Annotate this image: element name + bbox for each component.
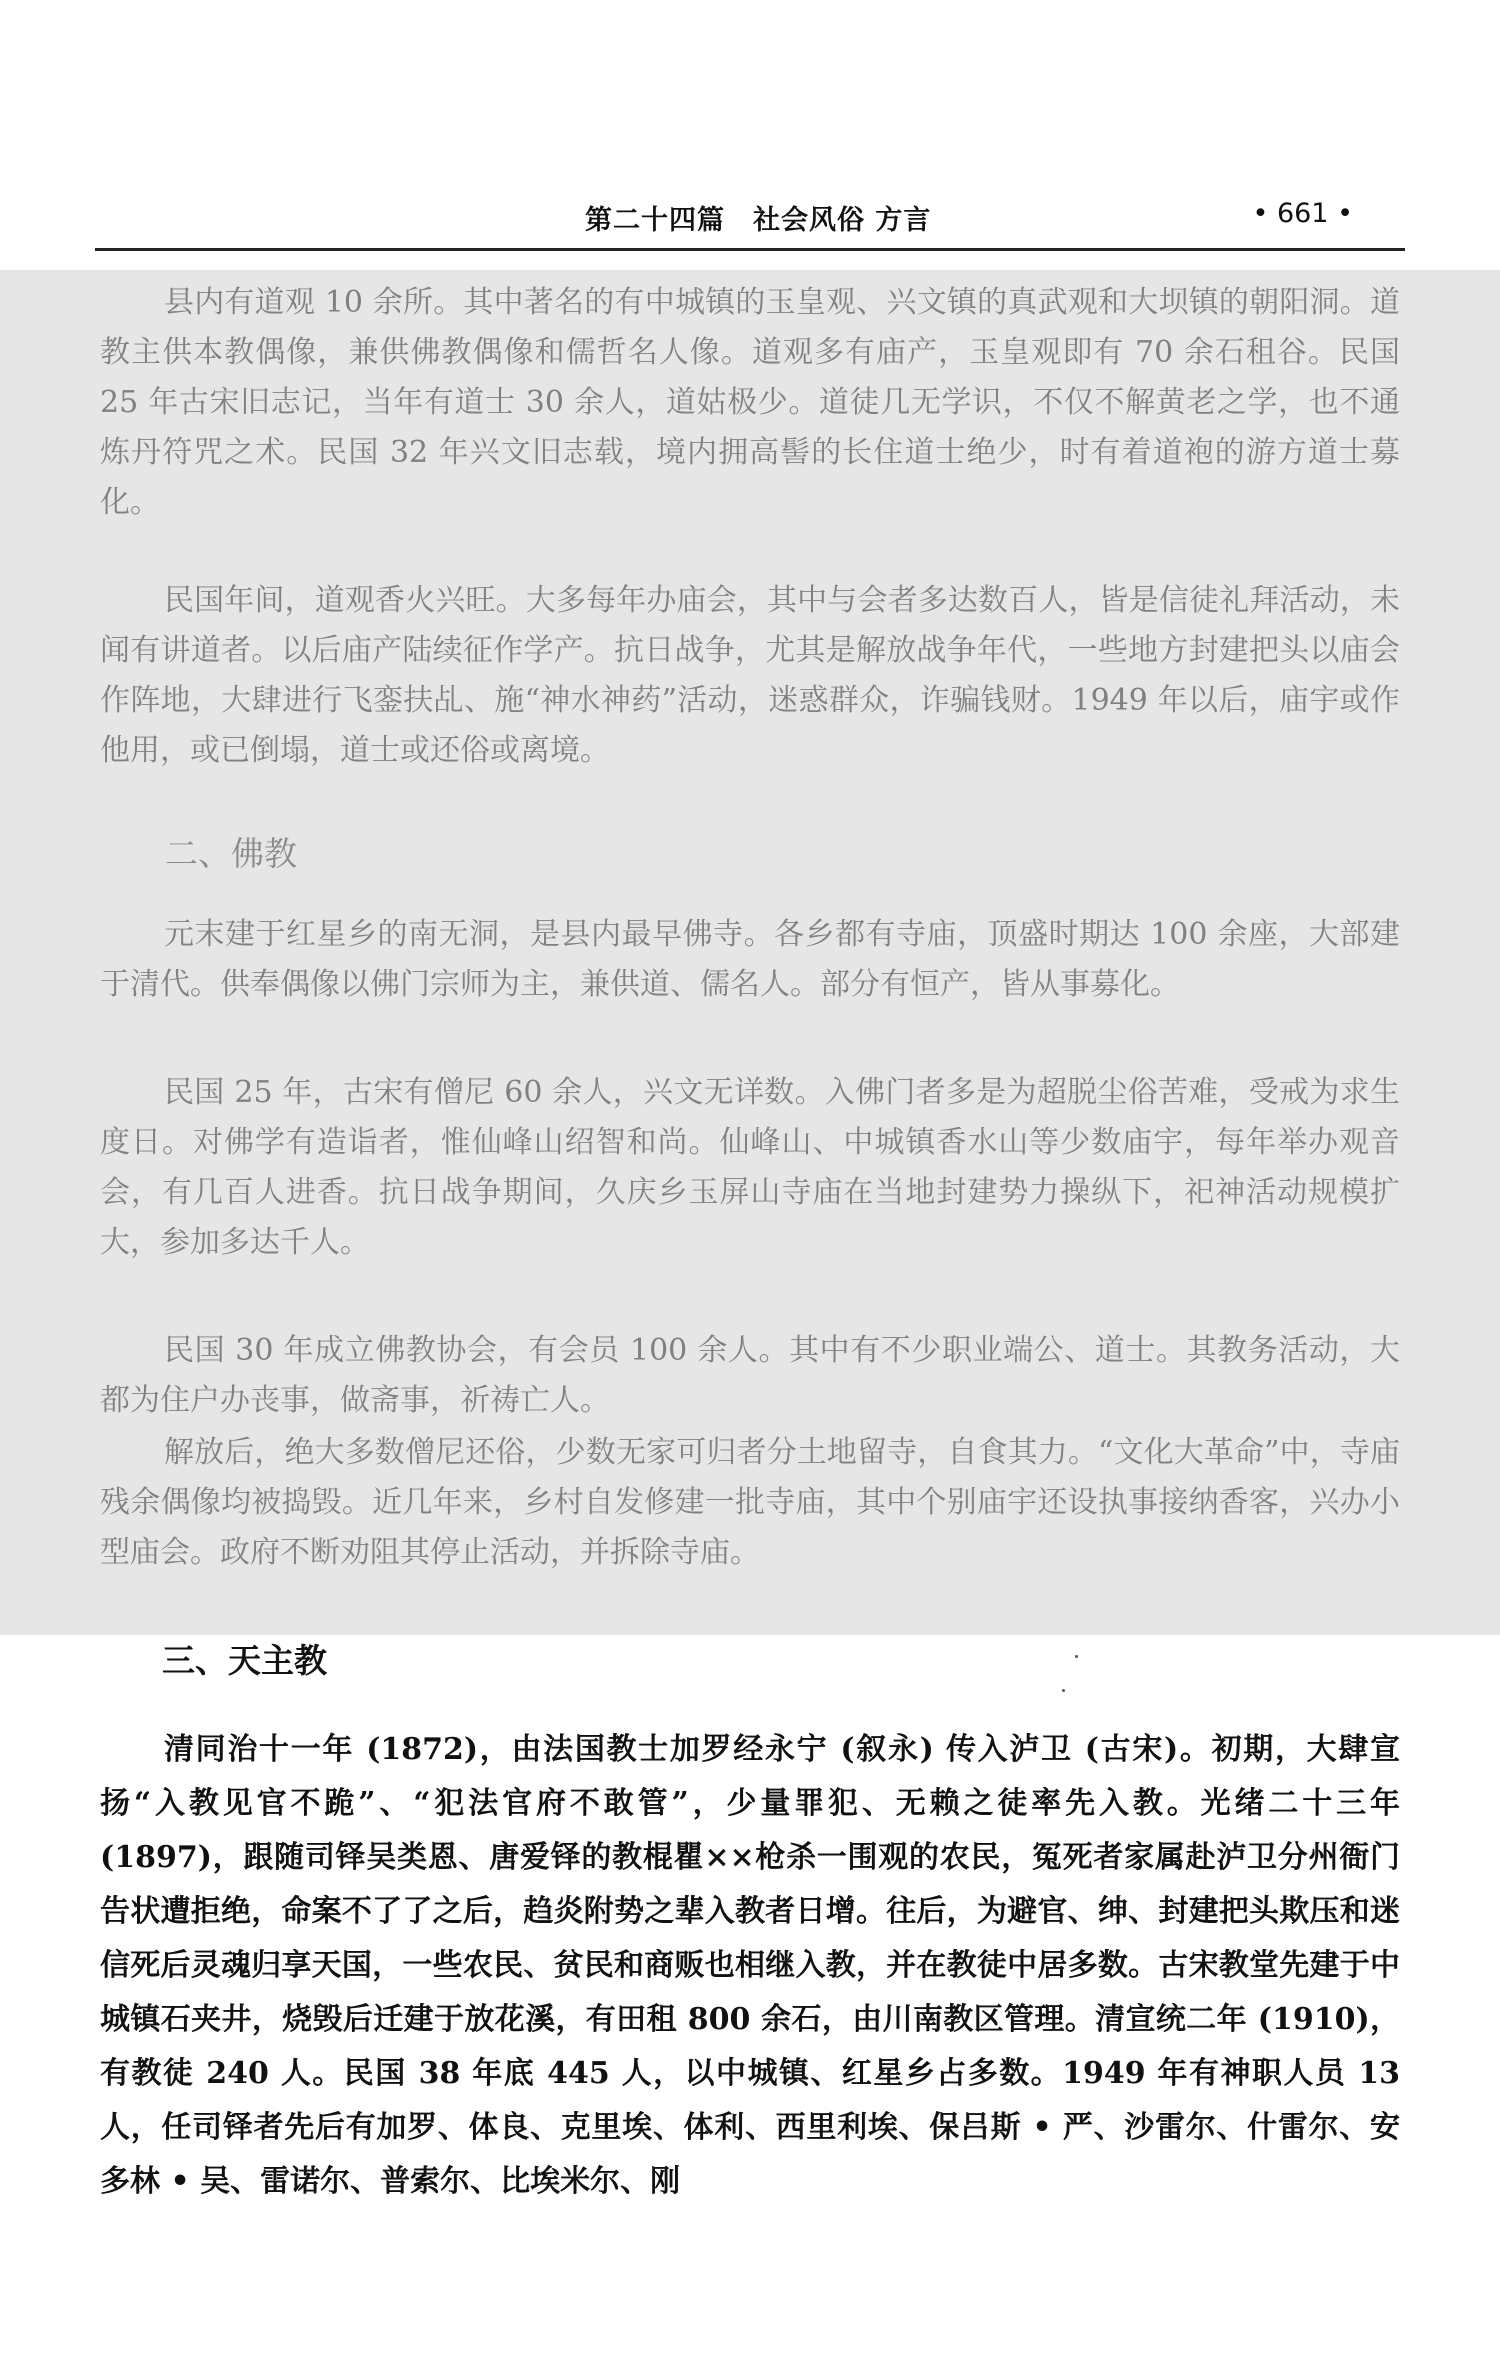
buddhism-heading: 二、佛教 <box>165 834 297 873</box>
catholicism-section <box>0 1635 1500 2376</box>
scan-speck <box>1075 1655 1078 1658</box>
buddhism-paragraph-2: 民国 25 年，古宋有僧尼 60 余人，兴文无详数。入佛门者多是为超脱尘俗苦难，受戒为求生度日。对佛学有造诣者，惟仙峰山绍智和尚。仙峰山、中城镇香水山等少数庙宇，每年举办观音会，有几百人进香。抗日战争期间，久庆乡玉屏山寺庙在当地封建势力操纵下，祀神活动规模扩大，参加多达千人。 <box>100 1075 1400 1260</box>
taoism-paragraph-2: 民国年间，道观香火兴旺。大多每年办庙会，其中与会者多达数百人，皆是信徒礼拜活动，未闻有讲道者。以后庙产陆续征作学产。抗日战争，尤其是解放战争年代，一些地方封建把头以庙会作阵地，大肆进行飞銮扶乩、施“神水神药”活动，迷惑群众，诈骗钱财。1949 年以后，庙宇或作他用，或已倒塌，道士或还俗或离境。 <box>100 583 1400 768</box>
scan-speck <box>1062 1689 1065 1692</box>
highlighted-region <box>0 270 1500 1635</box>
taoism-paragraph-1: 县内有道观 10 余所。其中著名的有中城镇的玉皇观、兴文镇的真武观和大坝镇的朝阳洞。道教主供本教偶像，兼供佛教偶像和儒哲名人像。道观多有庙产，玉皇观即有 70 余石租谷。民国 25 年古宋旧志记，当年有道士 30 余人，道姑极少。道徒几无学识，不仅不解黄老之学，也不通炼丹符咒之术。民国 32 年兴文旧志载，境内拥高髻的长住道士绝少，时有着道袍的游方道士募化。 <box>100 285 1400 520</box>
buddhism-paragraph-1: 元末建于红星乡的南无洞，是县内最早佛寺。各乡都有寺庙，顶盛时期达 100 余座，大部建于清代。供奉偶像以佛门宗师为主，兼供道、儒名人。部分有恒产，皆从事募化。 <box>100 917 1400 1002</box>
chapter-title: 第二十四篇 社会风俗 方言 <box>585 205 932 236</box>
catholicism-heading: 三、天主教 <box>162 1641 327 1680</box>
page-header <box>95 196 1405 251</box>
catholicism-paragraph-1: 清同治十一年 (1872)，由法国教士加罗经永宁 (叙永) 传入泸卫 (古宋)。初期，大肆宣扬“入教见官不跪”、“犯法官府不敢管”，少量罪犯、无赖之徒率先入教。光绪二十三年 (1897)，跟随司铎吴类恩、唐爱铎的教棍瞿××枪杀一围观的农民，冤死者家属赴泸卫分州衙门告状遭拒绝，命案不了了之后，趋炎附势之辈入教者日增。往后，为避官、绅、封建把头欺压和迷信死后灵魂归享天国，一些农民、贫民和商贩也相继入教，并在教徒中居多数。古宋教堂先建于中城镇石夹井，烧毁后迁建于放花溪，有田租 800 余石，由川南教区管理。清宣统二年 (1910)，有教徒 240 人。民国 38 年底 445 人，以中城镇、红星乡占多数。1949 年有神职人员 13 人，任司铎者先后有加罗、体良、克里埃、体利、西里利埃、保吕斯 • 严、沙雷尔、什雷尔、安多林 • 吴、雷诺尔、普索尔、比埃米尔、刚 <box>100 1732 1400 2199</box>
buddhism-paragraph-3: 民国 30 年成立佛教协会，有会员 100 余人。其中有不少职业端公、道士。其教务活动，大都为住户办丧事，做斋事，祈祷亡人。 <box>100 1333 1400 1418</box>
page-number: • 661 • <box>1252 198 1353 229</box>
buddhism-paragraph-4: 解放后，绝大多数僧尼还俗，少数无家可归者分土地留寺，自食其力。“文化大革命”中，寺庙残余偶像均被捣毁。近几年来，乡村自发修建一批寺庙，其中个别庙宇还设执事接纳香客，兴办小型庙会。政府不断劝阻其停止活动，并拆除寺庙。 <box>100 1435 1400 1570</box>
